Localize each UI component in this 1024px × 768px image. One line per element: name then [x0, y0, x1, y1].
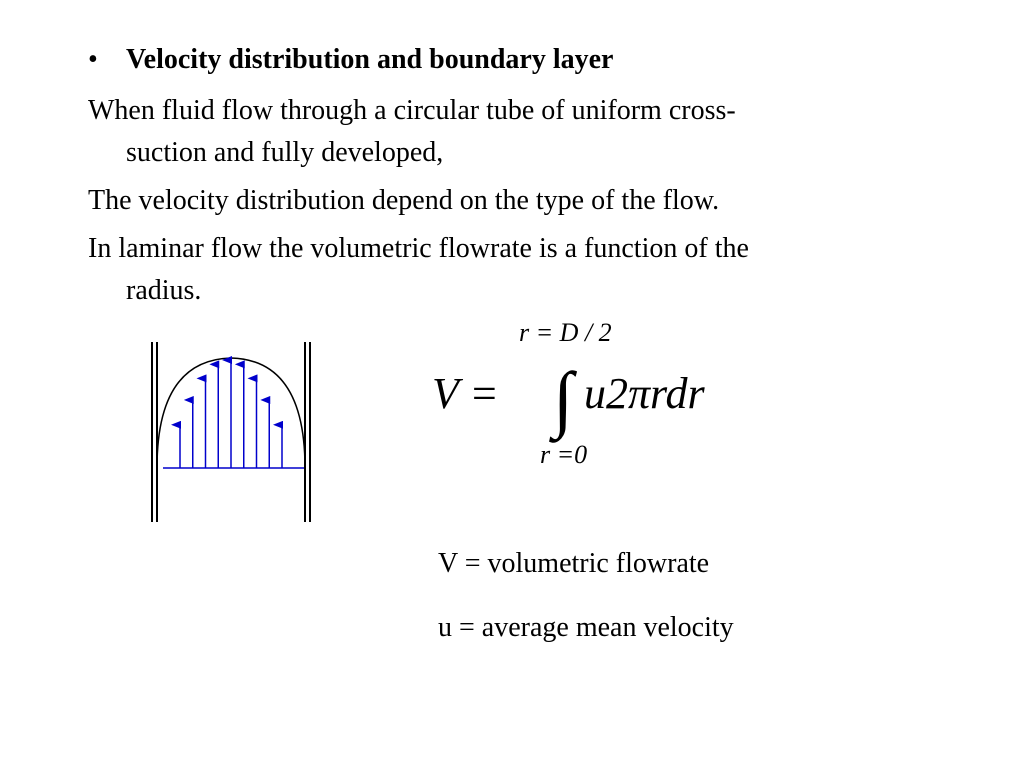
paragraph-1-line-2: suction and fully developed,: [126, 137, 444, 168]
velocity-arrows: [180, 360, 282, 468]
paragraph-2-line-1: The velocity distribution depend on the type of the flow.: [88, 185, 720, 216]
paragraph-3-line-1: In laminar flow the volumetric flowrate is a function of the: [88, 233, 749, 264]
heading-text: Velocity distribution and boundary layer: [126, 44, 614, 75]
equation-integrand: u2πrdr: [584, 369, 705, 418]
integral-upper-limit: r = D / 2: [519, 318, 612, 347]
integral-sign: ∫: [553, 358, 574, 440]
paragraph-3-line-2: radius.: [126, 275, 202, 306]
definition-volumetric-flowrate: V = volumetric flowrate: [438, 548, 710, 579]
definition-mean-velocity: u = average mean velocity: [438, 612, 734, 643]
equation-lhs: V =: [432, 369, 499, 418]
integral-lower-limit: r =0: [540, 440, 588, 469]
bullet-icon: •: [88, 44, 98, 75]
paragraph-1-line-1: When fluid flow through a circular tube of uniform cross-: [88, 95, 736, 126]
